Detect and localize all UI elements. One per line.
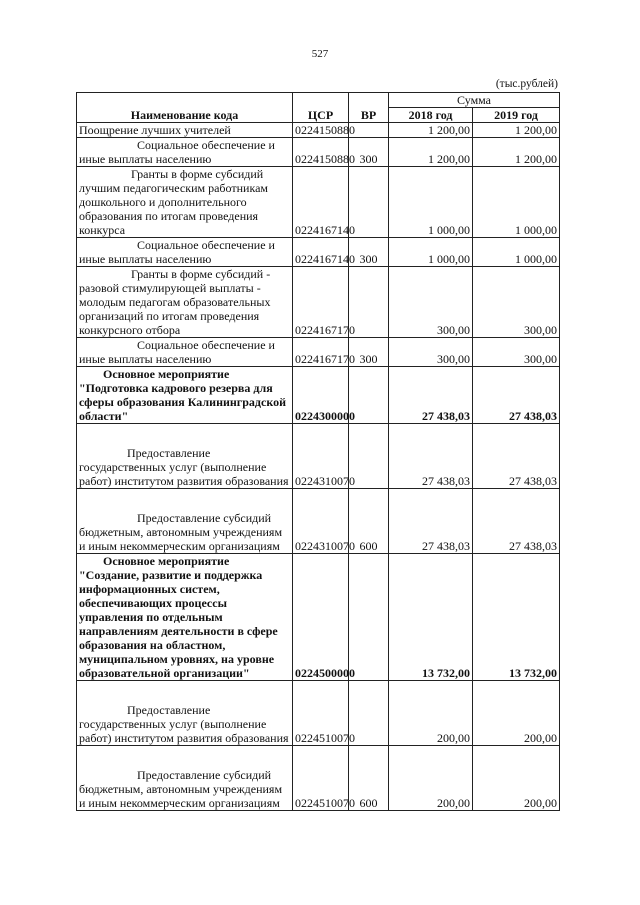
row-2018: 27 438,03 — [389, 424, 473, 489]
row-2019: 1 200,00 — [473, 123, 560, 138]
table-row — [77, 681, 560, 746]
row-vr — [349, 554, 389, 681]
row-2019: 1 000,00 — [473, 167, 560, 238]
row-vr: 300 — [349, 238, 389, 267]
row-2018: 13 732,00 — [389, 554, 473, 681]
table-row — [77, 489, 560, 554]
units-label: (тыс.рублей) — [495, 78, 558, 90]
table-row — [77, 338, 560, 367]
table-row — [77, 138, 560, 167]
row-csr: 0224150880 — [293, 123, 349, 138]
row-name: Предоставление субсидий бюджетным, автономным учреждениям и иным некоммерческим организациям — [77, 489, 293, 554]
row-vr: 300 — [349, 138, 389, 167]
header-row-top — [77, 93, 560, 108]
row-2019: 200,00 — [473, 746, 560, 811]
row-2019: 200,00 — [473, 681, 560, 746]
row-csr: 0224310070 — [293, 489, 349, 554]
row-2018: 1 200,00 — [389, 138, 473, 167]
row-2018: 27 438,03 — [389, 367, 473, 424]
row-csr: 0224150880 — [293, 138, 349, 167]
row-2018: 300,00 — [389, 267, 473, 338]
row-2019: 27 438,03 — [473, 367, 560, 424]
page-number: 527 — [311, 48, 329, 60]
row-name: Социальное обеспечение и иные выплаты населению — [77, 338, 293, 367]
row-csr: 0224167170 — [293, 338, 349, 367]
header-year-2019: 2019 год — [473, 108, 560, 123]
row-name: Предоставление государственных услуг (выполнение работ) институтом развития образования — [77, 681, 293, 746]
table-row — [77, 746, 560, 811]
header-csr: ЦСР — [293, 93, 349, 123]
row-name: Социальное обеспечение и иные выплаты населению — [77, 138, 293, 167]
header-name: Наименование кода — [77, 93, 293, 123]
row-2018: 300,00 — [389, 338, 473, 367]
row-csr: 0224500000 — [293, 554, 349, 681]
row-2019: 1 000,00 — [473, 238, 560, 267]
row-2019: 27 438,03 — [473, 489, 560, 554]
row-name: Социальное обеспечение и иные выплаты населению — [77, 238, 293, 267]
table-row — [77, 267, 560, 338]
row-name: Гранты в форме субсидий лучшим педагогическим работникам дошкольного и дополнительного образования по итогам проведения конкурса — [77, 167, 293, 238]
row-csr: 0224510070 — [293, 681, 349, 746]
row-2018: 200,00 — [389, 746, 473, 811]
table-row — [77, 238, 560, 267]
row-2019: 300,00 — [473, 267, 560, 338]
row-name: Основное мероприятие "Создание, развитие и поддержка информационных систем, обеспечивающих процессы управления по отдельным направлениям деятельности в сфере образования на областном, муниципальном уровнях, на уровне образовательной организации" — [77, 554, 293, 681]
row-name: Гранты в форме субсидий - разовой стимулирующей выплаты - молодым педагогам образовательных организаций по итогам проведения конкурсного отбора — [77, 267, 293, 338]
row-name: Поощрение лучших учителей — [77, 123, 293, 138]
table-row-main-event — [77, 367, 560, 424]
row-2018: 1 200,00 — [389, 123, 473, 138]
row-csr: 0224167170 — [293, 267, 349, 338]
row-name: Предоставление субсидий бюджетным, автономным учреждениям и иным некоммерческим организациям — [77, 746, 293, 811]
budget-table — [76, 92, 560, 811]
row-2018: 1 000,00 — [389, 167, 473, 238]
header-year-2018: 2018 год — [389, 108, 473, 123]
row-vr: 600 — [349, 746, 389, 811]
row-csr: 0224310070 — [293, 424, 349, 489]
header-vr: ВР — [349, 93, 389, 123]
row-2018: 27 438,03 — [389, 489, 473, 554]
table-row — [77, 123, 560, 138]
row-2019: 1 200,00 — [473, 138, 560, 167]
row-csr: 0224167140 — [293, 167, 349, 238]
row-vr: 600 — [349, 489, 389, 554]
table-row-main-event — [77, 554, 560, 681]
table-row — [77, 424, 560, 489]
row-2019: 27 438,03 — [473, 424, 560, 489]
row-csr: 0224167140 — [293, 238, 349, 267]
row-csr: 0224510070 — [293, 746, 349, 811]
row-2019: 300,00 — [473, 338, 560, 367]
table-row — [77, 167, 560, 238]
header-sum: Сумма — [389, 93, 560, 108]
row-name: Основное мероприятие "Подготовка кадрового резерва для сферы образования Калининградской области" — [77, 367, 293, 424]
row-2018: 200,00 — [389, 681, 473, 746]
row-csr: 0224300000 — [293, 367, 349, 424]
row-name: Предоставление государственных услуг (выполнение работ) институтом развития образования — [77, 424, 293, 489]
row-vr: 300 — [349, 338, 389, 367]
row-2019: 13 732,00 — [473, 554, 560, 681]
row-2018: 1 000,00 — [389, 238, 473, 267]
